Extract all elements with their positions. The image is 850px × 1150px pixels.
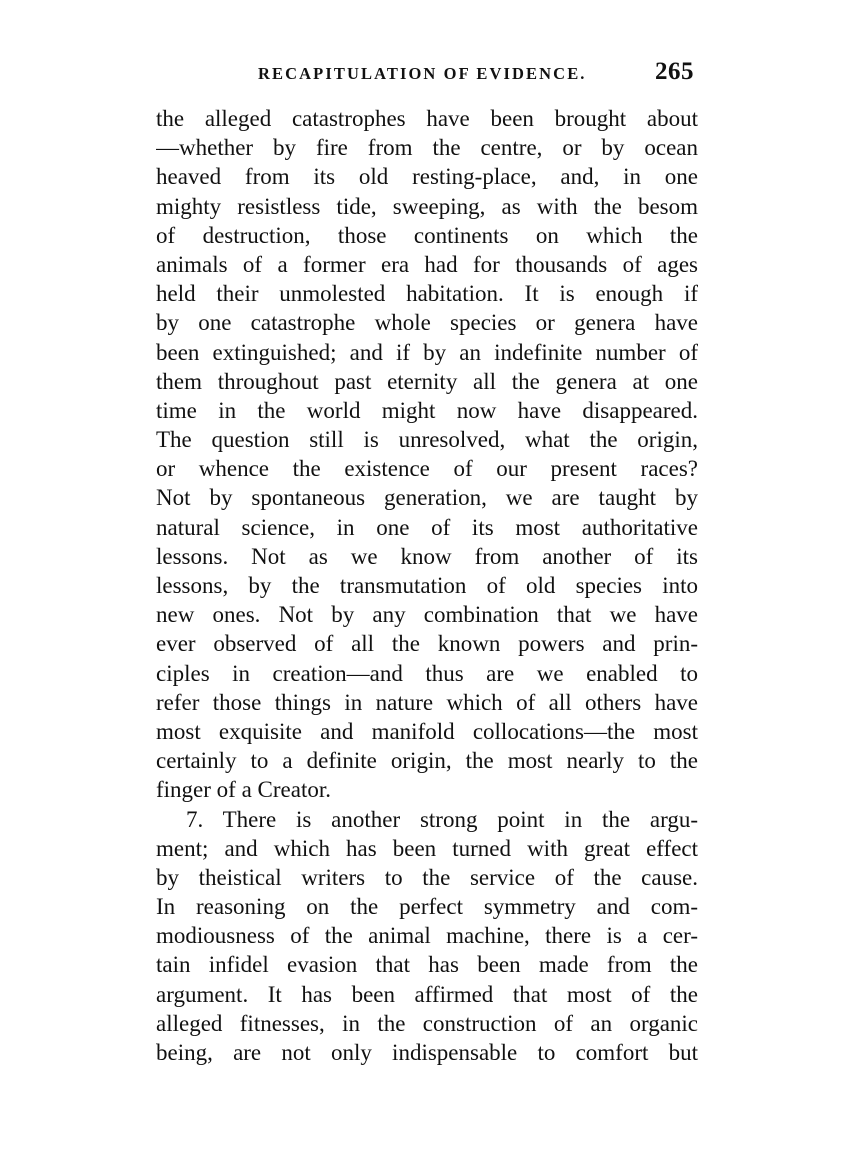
text-line: certainly to a definite origin, the most nearly to the — [156, 748, 698, 774]
text-line: new ones. Not by any combination that we have — [156, 602, 698, 628]
page-number: 265 — [655, 58, 694, 85]
text-line: Not by spontaneous generation, we are taught by — [156, 485, 698, 511]
text-line: mighty resistless tide, sweeping, as with the besom — [156, 193, 698, 219]
text-line: animals of a former era had for thousands of ages — [156, 251, 698, 277]
running-head — [258, 58, 698, 92]
text-line: of destruction, those continents on which the — [156, 222, 698, 248]
text-line: The question still is unresolved, what the origin, — [156, 427, 698, 453]
text-line: tain infidel evasion that has been made from the — [156, 952, 698, 978]
text-line: alleged fitnesses, in the construction of an organic — [156, 1010, 698, 1036]
text-line: time in the world might now have disappeared. — [156, 397, 698, 423]
text-line: been extinguished; and if by an indefinite number of — [156, 339, 698, 365]
text-line: ciples in creation—and thus are we enabled to — [156, 660, 698, 686]
text-line: by one catastrophe whole species or genera have — [156, 310, 698, 336]
running-title: RECAPITULATION OF EVIDENCE. — [258, 64, 587, 83]
text-line: modiousness of the animal machine, there is a cer- — [156, 923, 698, 949]
text-line: lessons. Not as we know from another of its — [156, 543, 698, 569]
text-line: by theistical writers to the service of the cause. — [156, 864, 698, 890]
text-line: finger of a Creator. — [156, 777, 331, 803]
text-line: In reasoning on the perfect symmetry and com- — [156, 894, 698, 920]
text-line: 7. There is another strong point in the argu- — [186, 806, 698, 832]
text-line: natural science, in one of its most authoritative — [156, 514, 698, 540]
text-line: or whence the existence of our present races? — [156, 456, 698, 482]
text-line: most exquisite and manifold collocations—the most — [156, 718, 698, 744]
text-line: them throughout past eternity all the genera at one — [156, 368, 698, 394]
body-text — [156, 104, 698, 1067]
text-line: the alleged catastrophes have been brought about — [156, 106, 698, 131]
text-line: held their unmolested habitation. It is enough if — [156, 281, 698, 307]
text-line: ment; and which has been turned with great effect — [156, 835, 698, 861]
text-line: lessons, by the transmutation of old species into — [156, 573, 698, 598]
text-line: refer those things in nature which of all others have — [156, 689, 698, 715]
text-line: ever observed of all the known powers and prin- — [156, 631, 698, 657]
text-line: heaved from its old resting-place, and, in one — [156, 164, 698, 190]
text-line: argument. It has been affirmed that most of the — [156, 981, 698, 1007]
text-line: —whether by fire from the centre, or by ocean — [156, 135, 698, 161]
text-line: being, are not only indispensable to comfort but — [156, 1040, 698, 1065]
